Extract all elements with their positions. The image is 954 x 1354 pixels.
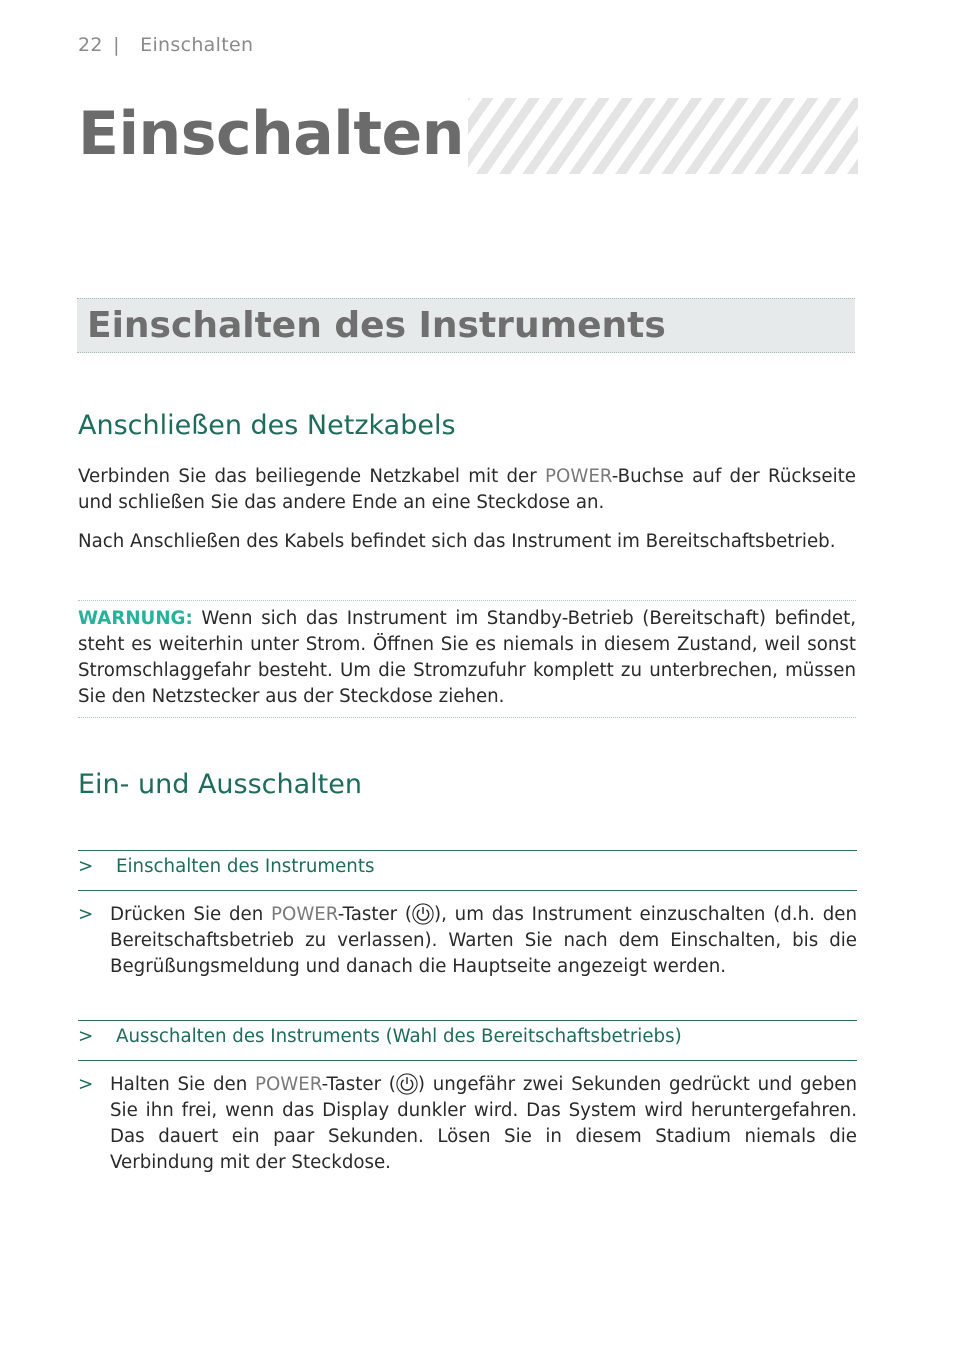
- power-keyword: POWER: [254, 1074, 322, 1095]
- paragraph-netzkabel-1: [78, 464, 856, 516]
- text: -Taster (: [321, 1074, 396, 1095]
- heading-ein-aus: Ein- und Ausschalten: [78, 769, 362, 800]
- warning-text: Wenn sich das Instrument im Standby-Betrieb (Bereitschaft) befindet, steht es weiterhin unter Strom. Öffnen Sie es niemals in diesem Zustand, weil sonst Stromschlaggefahr besteht. Um die Stromzufuhr komplett zu unterbrechen, müssen Sie den Netzstecker aus der Steckdose ziehen.: [78, 608, 856, 707]
- chevron-right-icon: >: [78, 1026, 94, 1047]
- step1-item: [78, 902, 857, 980]
- step2-title: Ausschalten des Instruments (Wahl des Bereitschaftsbetriebs): [116, 1026, 682, 1047]
- chevron-right-icon: >: [78, 856, 94, 877]
- chevron-right-icon: >: [78, 904, 94, 925]
- running-head: [78, 34, 253, 56]
- step1-title: Einschalten des Instruments: [116, 856, 375, 877]
- text: ) ungefähr zwei Sekunden gedrückt und geben Sie ihn frei, wenn das Display dunkler wird. Das System wird heruntergefahren. Das dauert ein paar Sekunden. Lösen Sie in diesem Stadium niemals die Verbindung mit der Steckdose.: [110, 1074, 857, 1173]
- step1-header: [78, 856, 374, 877]
- text: -Taster (: [337, 904, 412, 925]
- section-title: Einschalten des Instruments: [87, 305, 666, 346]
- chevron-right-icon: >: [78, 1074, 94, 1095]
- text: ), um das Instrument einzuschalten (d.h. den Bereitschaftsbetrieb zu verlassen). Warten Sie nach dem Einschalten, bis die Begrüßungsmeldung und danach die Hauptseite angezeigt werden.: [110, 904, 857, 977]
- heading-netzkabel: Anschließen des Netzkabels: [78, 410, 456, 441]
- power-keyword: POWER: [271, 904, 338, 925]
- chapter-title: Einschalten: [78, 90, 468, 178]
- paragraph-netzkabel-2: Nach Anschließen des Kabels befindet sich das Instrument im Bereitschaftsbetrieb.: [78, 531, 836, 552]
- warning-bottom-rule: [78, 717, 856, 718]
- page-number: 22: [78, 34, 103, 56]
- running-head-title: Einschalten: [140, 34, 254, 56]
- step1-bottom-rule: [78, 890, 857, 891]
- step2-top-rule: [78, 1020, 857, 1021]
- text: Halten Sie den: [110, 1074, 255, 1095]
- text: Verbinden Sie das beiliegende Netzkabel mit der: [78, 466, 546, 487]
- warning-box: [78, 606, 856, 710]
- step2-bottom-rule: [78, 1060, 857, 1061]
- text: Drücken Sie den: [110, 904, 272, 925]
- section-header: [77, 298, 855, 353]
- power-button-icon: [396, 1073, 418, 1095]
- running-head-separator: |: [113, 34, 120, 56]
- step2-header: [78, 1026, 682, 1047]
- warning-top-rule: [78, 600, 856, 601]
- text: -Buchse auf der Rückseite und schließen Sie das andere Ende an eine Steckdose an.: [78, 466, 856, 513]
- step1-text: [110, 902, 857, 980]
- step2-text: [110, 1072, 857, 1176]
- power-keyword: POWER: [545, 466, 612, 487]
- step1-top-rule: [78, 850, 857, 851]
- step2-item: [78, 1072, 857, 1176]
- warning-label: WARNUNG:: [78, 608, 193, 629]
- power-button-icon: [412, 903, 434, 925]
